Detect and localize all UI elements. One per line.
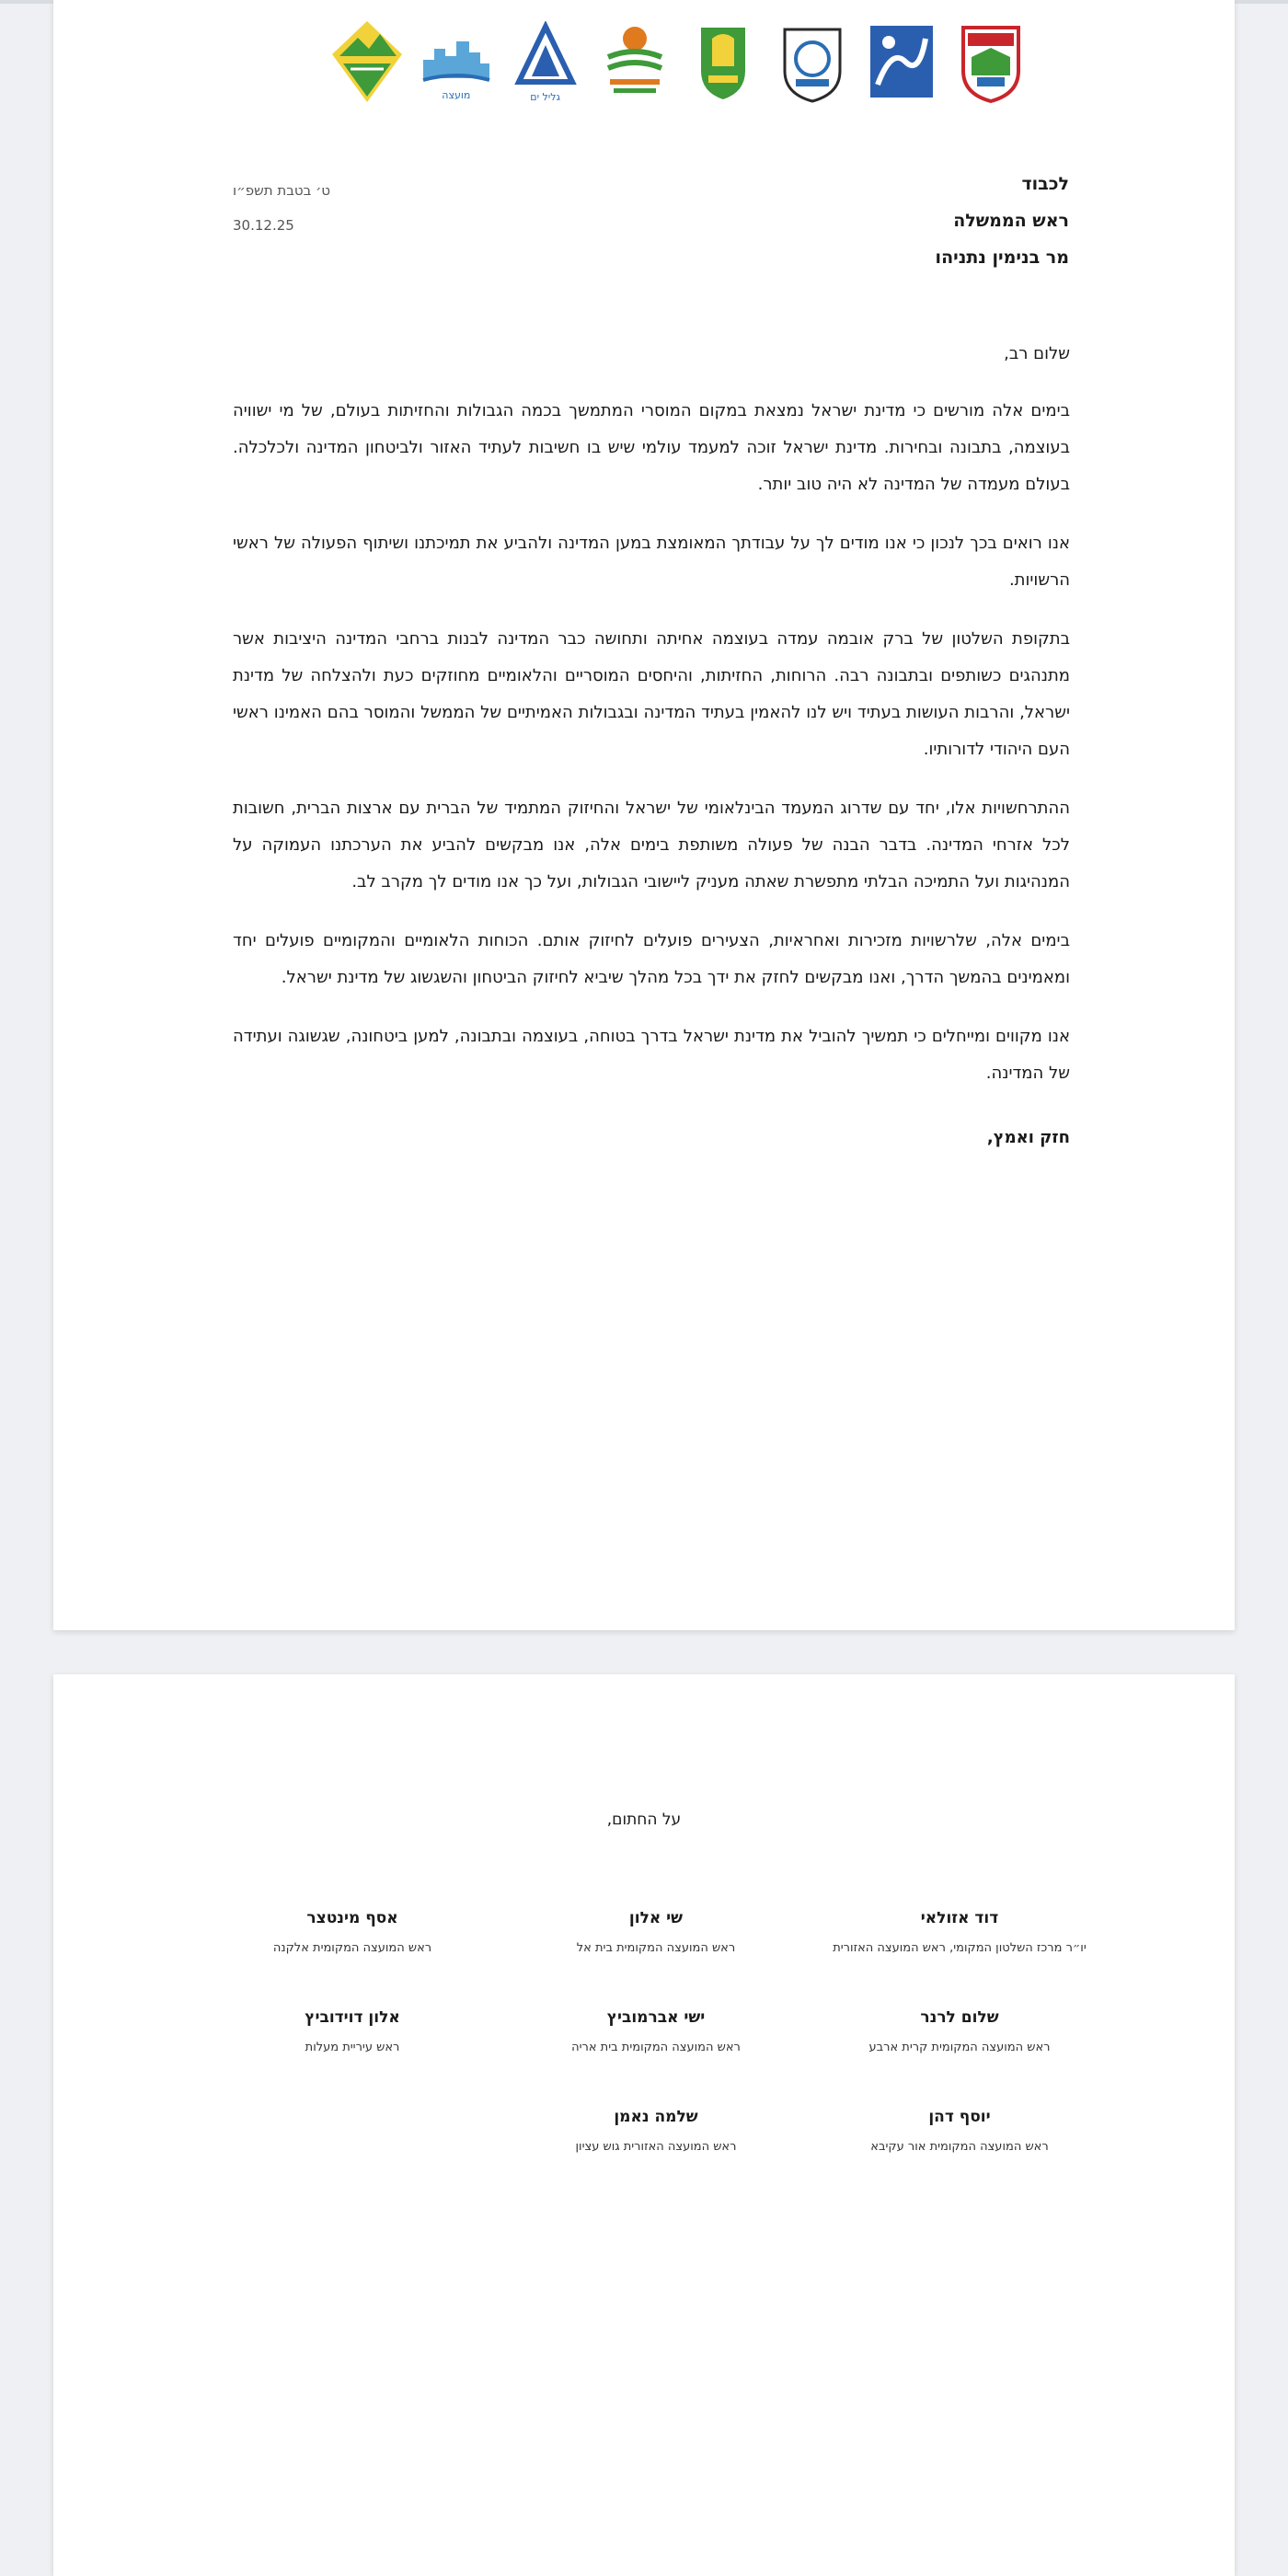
paragraph: אנו מקווים ומייחלים כי תמשיך להוביל את מדינת ישראל בדרך בטוחה, בעוצמה ובתבונה, למען ביטחונה, שגשוגה ועתידה של המדינה. bbox=[233, 1027, 1070, 1083]
signatory bbox=[214, 1909, 490, 1961]
signatory-role: יו״ר מרכז השלטון המקומי, ראש המועצה האזורית bbox=[833, 1941, 1087, 1955]
addressee-line-3: מר בנימין נתניהו bbox=[935, 247, 1069, 268]
signatory-name: ישי אברמוביץ bbox=[606, 2008, 706, 2027]
hebrew-date: ט׳ בטבת תשפ״ו bbox=[233, 182, 331, 199]
signatory-role: ראש המועצה המקומית אור עקיבא bbox=[870, 2140, 1049, 2154]
paragraph: בתקופת השלטון של ברק אובמה עמדה בעוצמה אחיתה ותחושה כבר המדינה לבנות ברחבי המדינה היציבות אשר מתנהגים כשותפים ובתבונה רבה. הרוחות, החזיתות, והיחסים המוסריים והלאומיים מחוזקים כעת ולהצלחה של מדינת ישראל, והרבות העושות בעתיד ויש לנו להאמין בעתיד המדינה ובגבולות האמיתיים של הממשל והמוסר בהם האמינו ראשי העם היהודי לדורותיו. bbox=[233, 629, 1070, 759]
paragraph: ההתרחשויות אלו, יחד עם שדרוג המעמד הבינלאומי של ישראל והחיזוק המתמיד של הברית עם ארצות הברית, חשובות לכל אזרחי המדינה. בדבר הבנה של פעולה משותפת בימים אלה, אנו מבקשים להביע את הערכתנו העמוקה על המנהיגות ועל התמיכה הבלתי מתפשרת שאתה מעניק ליישובי הגבולות, ועל כך אנו מודים לך מקרב לב. bbox=[233, 799, 1070, 891]
addressee-line-1: לכבוד bbox=[1021, 174, 1069, 194]
signatory-name: יוסף דהן bbox=[928, 2108, 991, 2126]
signatory-name: שי אלון bbox=[628, 1909, 684, 1927]
paragraph: אנו רואים בכך לנכון כי אנו מודים לך על עבודתך המאומצת במען המדינה ולהביע את תמיכתנו ושיתוף הפעולה של ראשי הרשויות. bbox=[233, 534, 1070, 590]
municipality-emblem-3-icon bbox=[775, 13, 850, 110]
signatory-role: ראש המועצה המקומית בית אריה bbox=[571, 2041, 741, 2054]
signatory-name: שלמה נאמן bbox=[614, 2108, 698, 2126]
municipality-emblem-8-icon bbox=[329, 13, 405, 110]
date-block bbox=[233, 173, 330, 243]
municipality-emblem-1-icon bbox=[953, 13, 1029, 110]
signatory-role: ראש המועצה המקומית אלקנה bbox=[272, 1941, 432, 1955]
signatory bbox=[822, 2008, 1098, 2060]
logo-row bbox=[329, 11, 1029, 112]
signatory bbox=[214, 2008, 490, 2060]
addressee-block bbox=[936, 166, 1069, 276]
signatory-role: ראש המועצה המקומית קרית ארבע bbox=[868, 2041, 1051, 2054]
municipality-emblem-5-icon bbox=[597, 13, 673, 110]
signatory bbox=[518, 2008, 794, 2060]
signatory bbox=[518, 2108, 794, 2159]
municipality-emblem-4-icon bbox=[685, 13, 761, 110]
municipality-emblem-6-icon bbox=[508, 13, 583, 110]
paragraph: בימים אלה מורשים כי מדינת ישראל נמצאת במקום המוסרי המתמשך בכמה הגבולות והחזיתות בעולם, של מי ישוויה בעוצמה, בתבונה ובחירות. מדינת ישראל זוכה למעמד עולמי שיש בו חשיבות לעתיד האזור ולביטחון המדינה ולכלכלה. בעולם מעמדה של המדינה לא היה טוב יותר. bbox=[233, 401, 1070, 494]
municipality-emblem-7-icon bbox=[419, 13, 494, 110]
signatory bbox=[518, 1909, 794, 1961]
emblem-7-caption: מועצה bbox=[442, 88, 471, 101]
signatory-name: דוד אזולאי bbox=[920, 1909, 999, 1927]
municipality-emblem-2-icon bbox=[864, 13, 939, 110]
signatory bbox=[822, 2108, 1098, 2159]
signatory-name: אסף מינטצר bbox=[306, 1909, 398, 1927]
gregorian-date: 30.12.25 bbox=[233, 217, 294, 234]
letter-page-2 bbox=[53, 1674, 1235, 2576]
letter-page-1 bbox=[53, 0, 1235, 1630]
addressee-line-2: ראש הממשלה bbox=[953, 211, 1069, 231]
greeting: שלום רב, bbox=[1004, 344, 1070, 363]
signatory-role: ראש עיריית מעלות bbox=[305, 2041, 400, 2054]
signatory-role: ראש המועצה האזורית גוש עציון bbox=[575, 2140, 737, 2154]
signatory bbox=[822, 1909, 1098, 1961]
signoff: חזק ואמץ, bbox=[986, 1128, 1070, 1147]
signatory-role: ראש המועצה המקומית בית אל bbox=[576, 1941, 736, 1955]
cosign-title: על החתום, bbox=[606, 1811, 682, 1829]
signatories-grid bbox=[214, 1909, 1098, 2159]
emblem-6-caption: גליל ים bbox=[530, 90, 561, 103]
signatory-name: אלון דוידוביץ bbox=[305, 2008, 400, 2027]
signatory-name: שלום לרנר bbox=[920, 2008, 999, 2027]
paragraph: בימים אלה, שלרשויות מזכירות ואחראיות, הצעירים פועלים לחיזוק אותם. הכוחות הלאומיים והמקומיים פועלים יחד ומאמינים בהמשך הדרך, ואנו מבקשים לחזק את ידך בכל מהלך שיביא לחיזוק הביטחון והשגשוג של מדינת ישראל. bbox=[233, 931, 1070, 987]
letter-body bbox=[233, 336, 1070, 1156]
